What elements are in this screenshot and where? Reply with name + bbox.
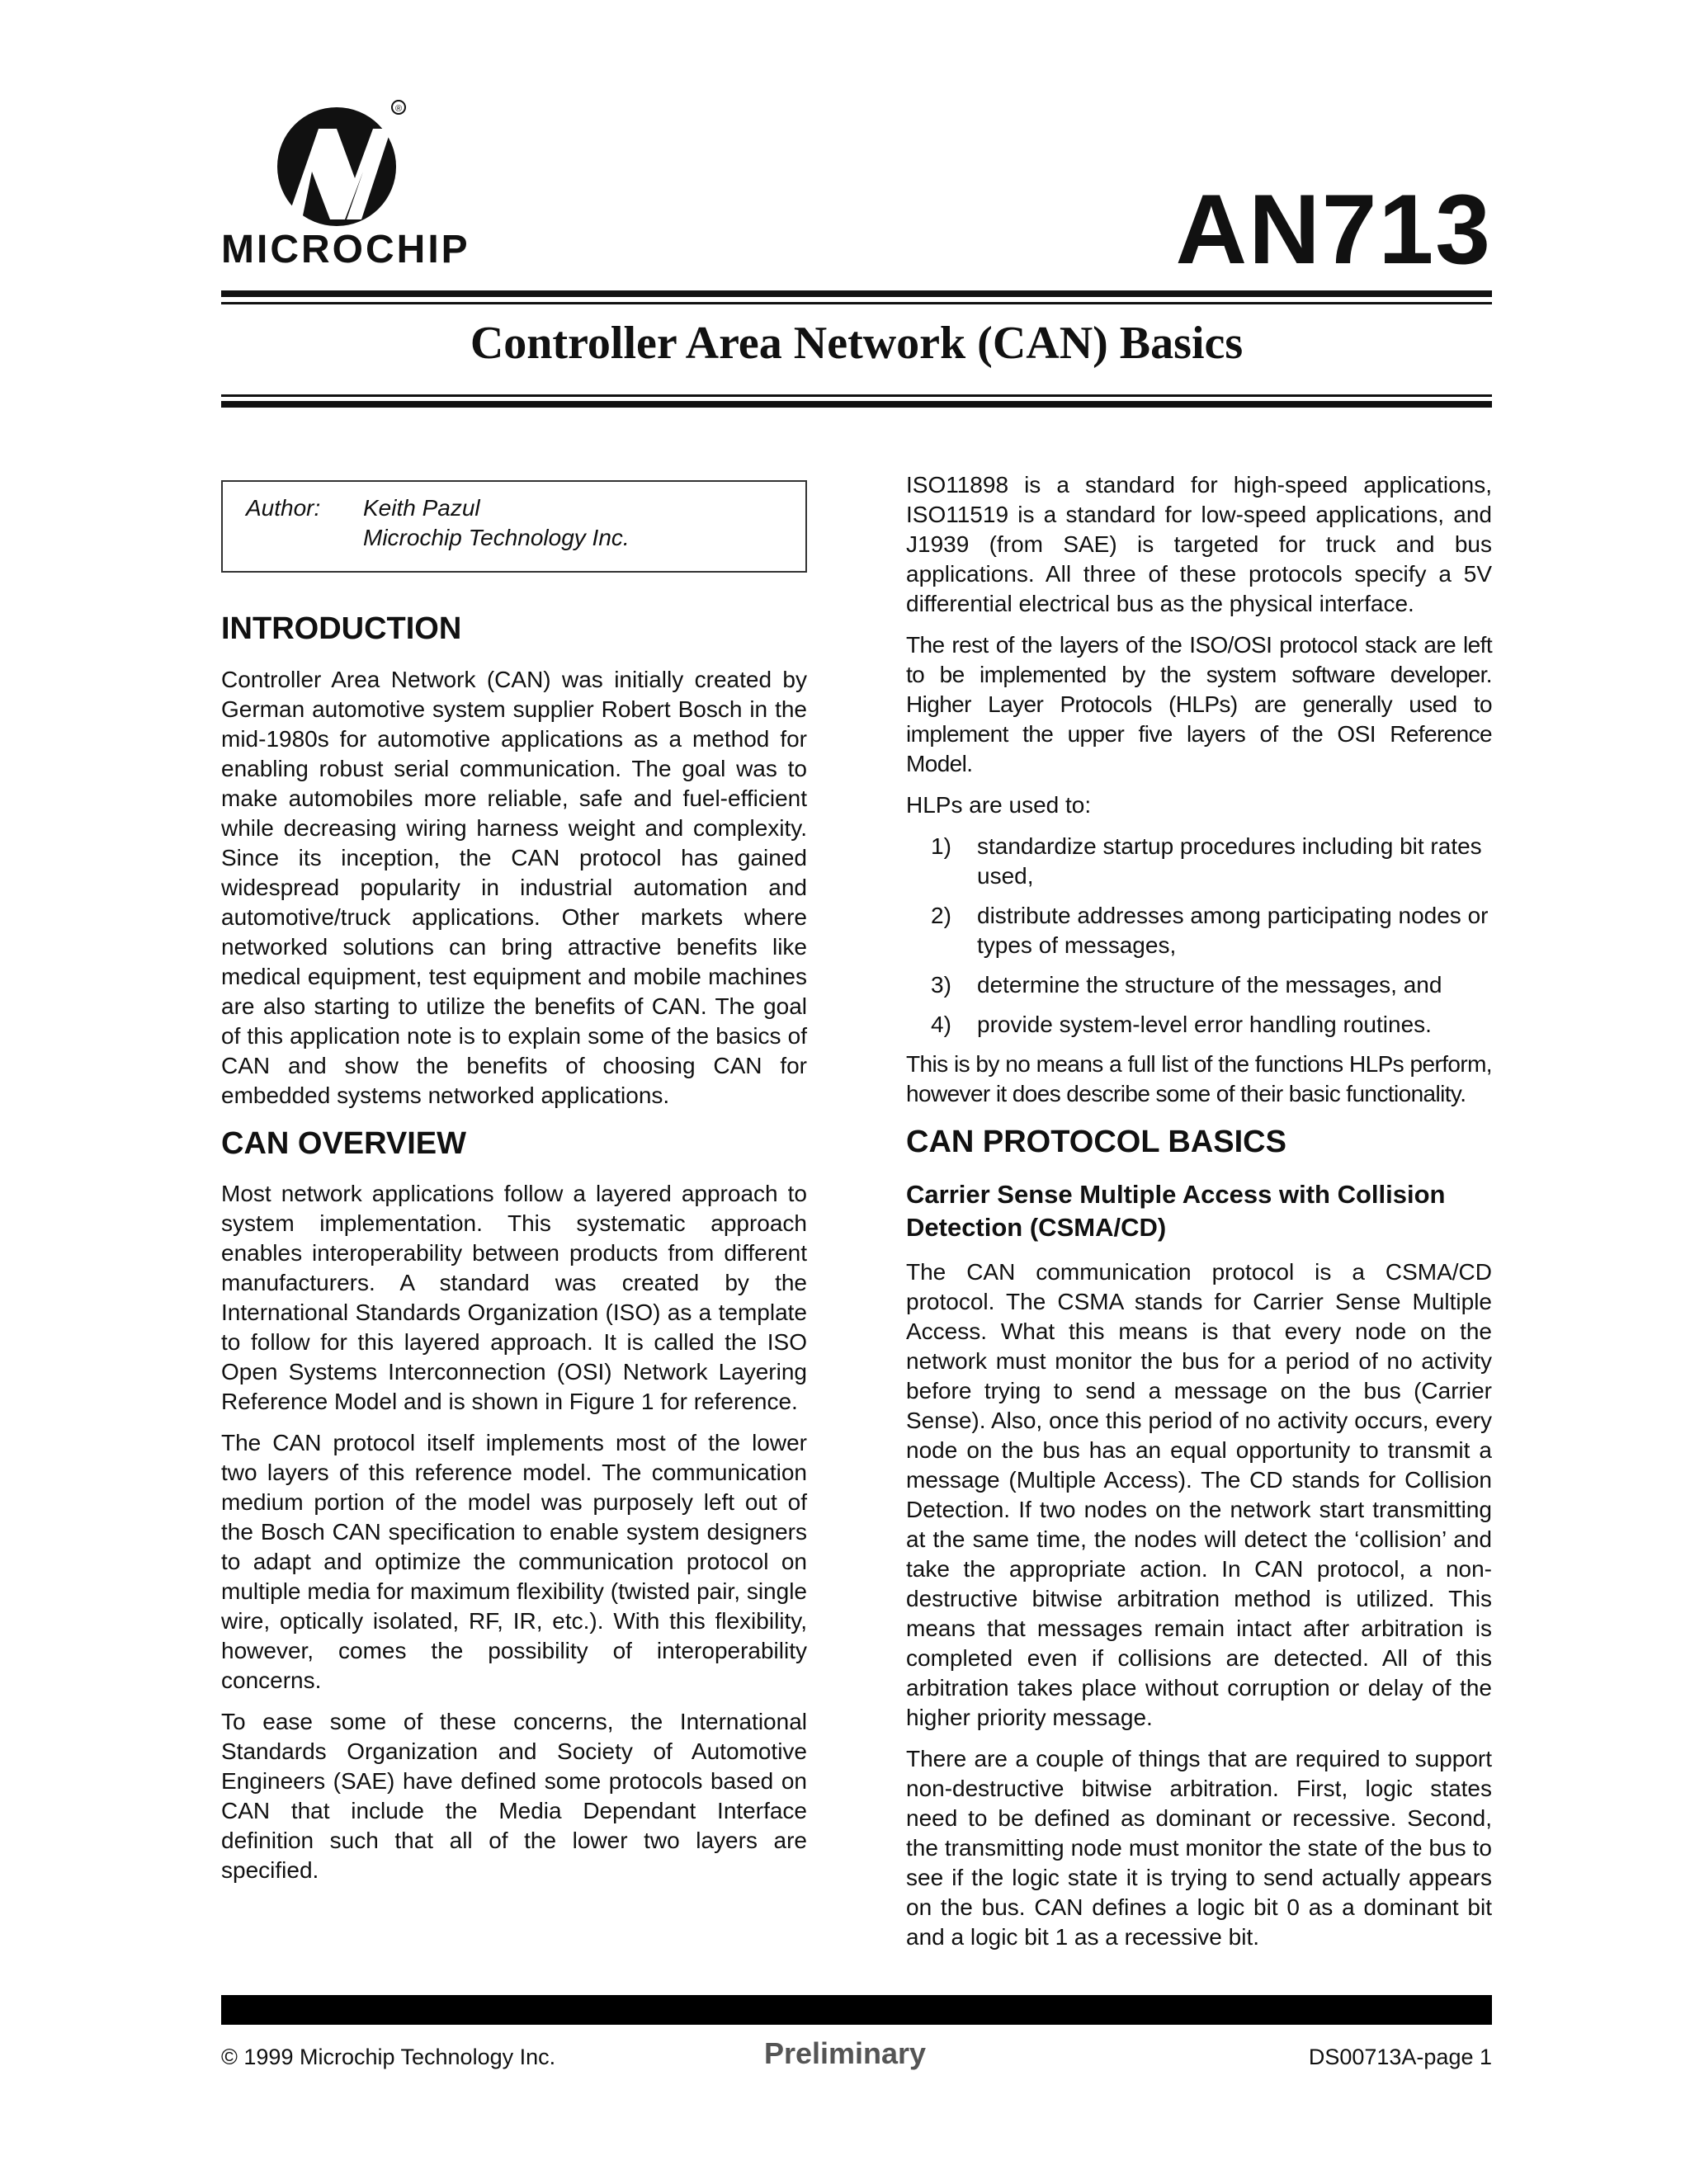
can-overview-paragraph: To ease some of these concerns, the International Standards Organization and Society of Automotive Engineers (SAE) have defined some protocols based on CAN that include the Media Dependant Interface definition such that all of the lower two layers are specified. bbox=[221, 1709, 807, 1884]
footer-page-ref: DS00713A-page 1 bbox=[1308, 2045, 1492, 2069]
can-protocol-basics-section bbox=[906, 1124, 1492, 1952]
hlp-list bbox=[906, 832, 1492, 1040]
right-column bbox=[906, 470, 1492, 1964]
osi-layers-paragraph: The rest of the layers of the ISO/OSI protocol stack are left to be implemented by the system software developer. Higher Layer Protocols (HLPs) are generally used to implement the upper five layers of the OSI Reference Model. bbox=[906, 632, 1492, 776]
author-label: Author: bbox=[246, 495, 321, 521]
csma-cd-paragraph: The CAN communication protocol is a CSMA/CD protocol. The CSMA stands for Carrier Sense Multiple Access. What this means is that every node on the network must monitor the bus for a period of no activity before trying to send a message on the bus (Carrier Sense). Also, once this period of no activity occurs, every node on the bus has an equal opportunity to transmit a message (Multiple Access). The CD stands for Collision Detection. If two nodes on the network start transmitting at the same time, the nodes will detect the ‘collision’ and take the appropriate action. In CAN protocol, a non-destructive bitwise arbitration method is utilized. This means that messages remain intact after arbitration is completed even if collisions are detected. All of this arbitration takes place without corruption or delay of the higher priority message. bbox=[906, 1258, 1492, 1730]
header-rule-bottom-thick bbox=[221, 401, 1492, 408]
header-rule-top-thick bbox=[221, 290, 1492, 297]
header-rule-top-thin bbox=[221, 302, 1492, 304]
hlp-intro: HLPs are used to: bbox=[906, 792, 1092, 818]
brand-wordmark: MICROCHIP bbox=[221, 228, 470, 271]
arbitration-paragraph: There are a couple of things that are required to support non-destructive bitwise arbitration. First, logic states need to be defined as dominant or recessive. Second, the transmitting node must monitor the state of the bus to see if the logic state it is trying to send actually appears on the bus. CAN defines a logic bit 0 as a dominant bit and a logic bit 1 as a recessive bit. bbox=[906, 1745, 1492, 1950]
can-overview-section bbox=[221, 1125, 807, 1886]
footer-copyright: © 1999 Microchip Technology Inc. bbox=[221, 2045, 556, 2069]
list-item: 4) provide system-level error handling routines. bbox=[931, 1012, 1432, 1037]
introduction-heading: INTRODUCTION bbox=[221, 611, 462, 646]
author-company: Microchip Technology Inc. bbox=[363, 525, 630, 550]
document-title: Controller Area Network (CAN) Basics bbox=[470, 318, 1244, 369]
list-item: 2) distribute addresses among participating nodes or types of messages, bbox=[931, 903, 1489, 958]
can-protocol-basics-heading: CAN PROTOCOL BASICS bbox=[906, 1125, 1286, 1159]
microchip-logo-mark bbox=[221, 96, 526, 277]
left-column bbox=[221, 462, 807, 1897]
introduction-section bbox=[221, 611, 807, 1111]
csma-cd-subheading: Carrier Sense Multiple Access with Collision Detection (CSMA/CD) bbox=[906, 1179, 1446, 1242]
footer-status: Preliminary bbox=[763, 2036, 927, 2070]
registered-mark: ® bbox=[394, 104, 403, 114]
can-overview-paragraph: Most network applications follow a layered approach to system implementation. This systematic approach enables interoperability between products from different manufacturers. A standard was created by the International Standards Organization (ISO) as a template to follow for this layered approach. It is called the ISO Open Systems Interconnection (OSI) Network Layering Reference Model and is shown in Figure 1 for reference. bbox=[221, 1181, 807, 1415]
microchip-logo bbox=[221, 96, 526, 277]
can-overview-paragraph: The CAN protocol itself implements most of the lower two layers of this reference model. The communication medium portion of the model was purposely left out of the Bosch CAN specification to enable system designers to adapt and optimize the communication protocol on multiple media for maximum flexibility (twisted pair, single wire, optically isolated, RF, IR, etc.). With this flexibility, however, comes the possibility of interoperability concerns. bbox=[221, 1430, 807, 1694]
header-rule-bottom-thin bbox=[221, 394, 1492, 397]
list-item: 1) standardize startup procedures including bit rates used, bbox=[931, 833, 1482, 889]
footer-bar bbox=[221, 1995, 1492, 2025]
iso-standards-paragraph: ISO11898 is a standard for high-speed applications, ISO11519 is a standard for low-speed applications, and J1939 (from SAE) is targeted for truck and bus applications. All three of these protocols specify a 5V differential electrical bus as the physical interface. bbox=[906, 472, 1492, 616]
document-number: AN713 bbox=[1175, 174, 1492, 285]
can-overview-heading: CAN OVERVIEW bbox=[221, 1125, 467, 1161]
hlp-summary-paragraph: This is by no means a full list of the functions HLPs perform, however it does describe some of their basic functionality. bbox=[906, 1051, 1492, 1106]
author-name: Keith Pazul bbox=[363, 495, 480, 521]
author-box bbox=[221, 480, 807, 573]
list-item: 3) determine the structure of the messages, and bbox=[931, 972, 1442, 998]
introduction-paragraph: Controller Area Network (CAN) was initially created by German automotive system supplier Robert Bosch in the mid-1980s for automotive applications as a method for enabling robust serial communication. The goal was to make automobiles more reliable, safe and fuel-efficient while decreasing wiring harness weight and complexity. Since its inception, the CAN protocol has gained widespread popularity in industrial automation and automotive/truck applications. Other markets where networked solutions can bring attractive benefits like medical equipment, test equipment and mobile machines are also starting to utilize the benefits of CAN. The goal of this application note is to explain some of the basics of CAN and show the benefits of choosing CAN for embedded systems networked applications. bbox=[221, 666, 807, 1108]
